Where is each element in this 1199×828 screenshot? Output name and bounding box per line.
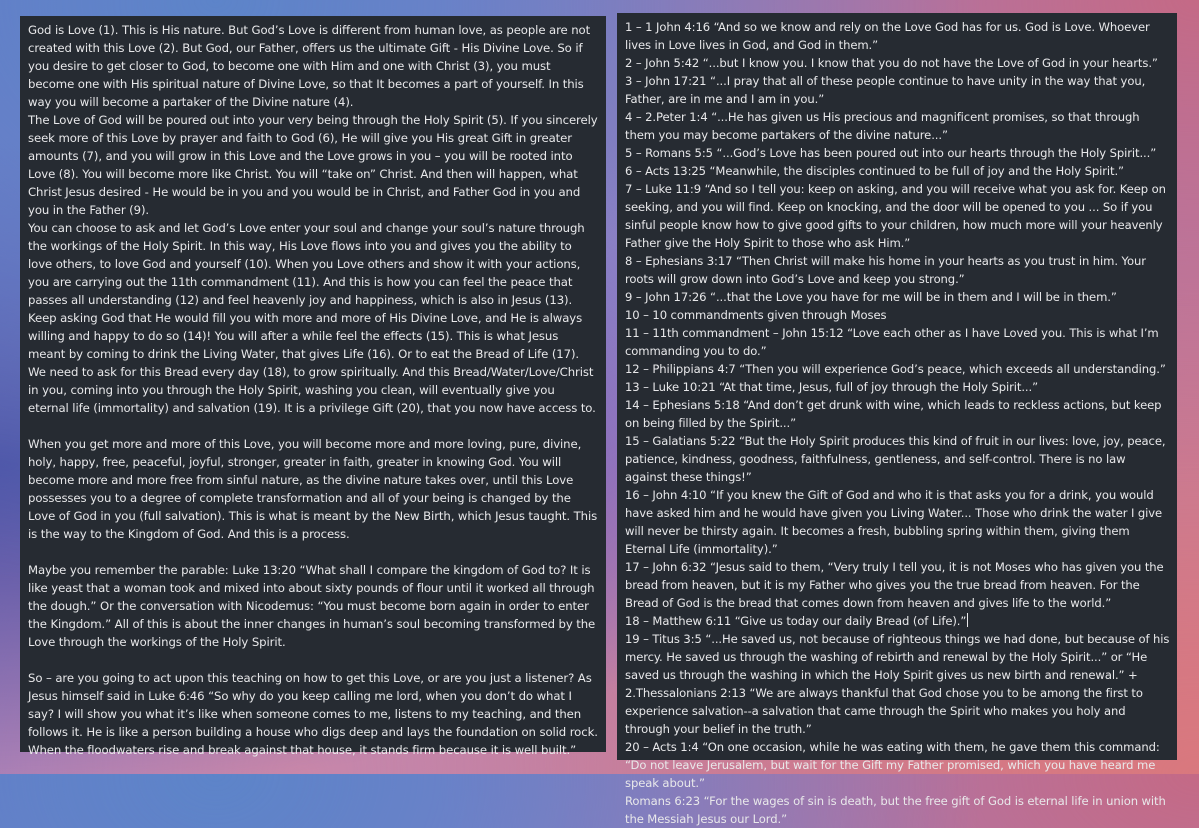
reference-17: 17 – John 6:32 “Jesus said to them, “Very truly I tell you, it is not Moses who has given you the bread from heaven, but it is my Father who gives you the true bread from heaven. For the Bread of God is the bread that comes down from heaven and gives life to the world.” — [625, 560, 1164, 610]
reference-4: 4 – 2.Peter 1:4 “...He has given us His precious and magnificent promises, so that through them you may become partakers of the divine nature...” — [625, 110, 1140, 142]
reference-14: 14 – Ephesians 5:18 “And don’t get drunk with wine, which leads to reckless actions, but keep on being filled by the Spirit...” — [625, 398, 1162, 430]
reference-6: 6 – Acts 13:25 “Meanwhile, the disciples continued to be full of joy and the Holy Spirit.” — [625, 164, 1124, 178]
reference-8: 8 – Ephesians 3:17 “Then Christ will make his home in your hearts as you trust in him. Your roots will grow down into God’s Love and keep you strong.” — [625, 254, 1146, 286]
paragraph-5: When you get more and more of this Love, you will become more and more loving, pure, divine, holy, happy, free, peaceful, joyful, stronger, greater in faith, greater in knowing God. You will become more and more free from sinful nature, as the divine nature takes over, until this Love possesses you to a degree of complete transformation and all of your being is changed by the Love of God in you (full salvation). This is what is meant by the New Birth, which Jesus taught. This is the way to the Kingdom of God. And this is a process. — [28, 437, 598, 541]
reference-20: 20 – Acts 1:4 “On one occasion, while he was eating with them, he gave them this command: “Do not leave Jerusalem, but wait for the Gift my Father promised, which you have heard me speak about.” — [625, 740, 1160, 790]
reference-3: 3 – John 17:21 “...I pray that all of these people continue to have unity in the way that you, Father, are in me and I am in you.” — [625, 74, 1146, 106]
paragraph-6: Maybe you remember the parable: Luke 13:20 “What shall I compare the kingdom of God to? It is like yeast that a woman took and mixed into about sixty pounds of flour until it worked all through the dough.” Or the conversation with Nicodemus: “You must become born again in order to enter the Kingdom.” All of this is about the inner changes in human’s soul becoming transformed by the Love through the workings of the Holy Spirit. — [28, 563, 596, 649]
reference-10: 10 – 10 commandments given through Moses — [625, 308, 887, 322]
reference-18-text: 18 – Matthew 6:11 “Give us today our daily Bread (of Life).” — [625, 614, 967, 628]
reference-11: 11 – 11th commandment – John 15:12 “Love each other as I have Loved you. This is what I’m commanding you to do.” — [625, 326, 1159, 358]
paragraph-4: Keep asking God that He would fill you with more and more of His Divine Love, and He is always willing and happy to do so (14)! You will after a while feel the effects (15). This is what Jesus meant by coming to drink the Living Water, that gives Life (16). Or to eat the Bread of Life (17). We need to ask for this Bread every day (18), to grow spiritually. And this Bread/Water/Love/Christ in you, coming into you through the Holy Spirit, washing you clean, will eventually give you eternal life (immortality) and salvation (19). It is a privilege Gift (20), that you now have access to. — [28, 311, 596, 415]
references-panel — [617, 13, 1177, 826]
reference-18[interactable] — [625, 612, 1171, 630]
paragraph-3: You can choose to ask and let God’s Love enter your soul and change your soul’s nature through the workings of the Holy Spirit. In this way, His Love flows into you and gives you the ability to love others, to love God and yourself (10). When you Love others and show it with your actions, you are carrying out the 11th commandment (11). And this is how you can feel the peace that passes all understanding (12) and feel heavenly joy and happiness, which is also in Jesus (13). — [28, 221, 585, 307]
reference-12: 12 – Philippians 4:7 “Then you will experience God’s peace, which exceeds all understanding.” — [625, 362, 1166, 376]
reference-7: 7 – Luke 11:9 “And so I tell you: keep on asking, and you will receive what you ask for. Keep on seeking, and you will find. Keep on knocking, and the door will be opened to you ... So if you sinful people know how to give good gifts to your children, how much more will your heavenly Father give the Holy Spirit to those who ask Him.” — [625, 182, 1166, 250]
reference-15: 15 – Galatians 5:22 “But the Holy Spirit produces this kind of fruit in our lives: love, joy, peace, patience, kindness, goodness, faithfulness, gentleness, and self-control. There is no law against these things!” — [625, 434, 1166, 484]
reference-2: 2 – John 5:42 “...but I know you. I know that you do not have the Love of God in your hearts.” — [625, 56, 1158, 70]
paragraph-2: The Love of God will be poured out into your very being through the Holy Spirit (5). If you sincerely seek more of this Love by prayer and faith to God (6), He will give you His great Gift in greater amounts (7), and you will grow in this Love and the Love grows in you – you will be rooted into Love (8). You will become more like Christ. You will “take on” Christ. And then will happen, what Christ Jesus desired - He would be in you and you would be in Christ, and Father God in you and you in the Father (9). — [28, 113, 598, 217]
reference-19: 19 – Titus 3:5 “...He saved us, not because of righteous things we had done, but because of his mercy. He saved us through the washing of rebirth and renewal by the Holy Spirit...” or “He saved us through the washing in which the Holy Spirit gives us new birth and renewal.” + 2.Thessalonians 2:13 “We are always thankful that God chose you to be among the first to experience salvation--a salvation that came through the Spirit who makes you holy and through your belief in the truth.” — [625, 632, 1170, 736]
main-text-panel — [20, 16, 606, 757]
reference-romans: Romans 6:23 “For the wages of sin is death, but the free gift of God is eternal life in union with the Messiah Jesus our Lord.” — [625, 794, 1166, 826]
reference-1: 1 – 1 John 4:16 “And so we know and rely on the Love God has for us. God is Love. Whoever lives in Love lives in God, and God in them.” — [625, 20, 1150, 52]
paragraph-7: So – are you going to act upon this teaching on how to get this Love, or are you just a listener? As Jesus himself said in Luke 6:46 “So why do you keep calling me lord, when you don’t do what I say? I will show you what it’s like when someone comes to me, listens to my teaching, and then follows it. He is like a person building a house who digs deep and lays the foundation on solid rock. When the floodwaters rise and break against that house, it stands firm because it is well built.” — [28, 671, 598, 757]
paragraph-1: God is Love (1). This is His nature. But God’s Love is different from human love, as people are not created with this Love (2). But God, our Father, offers us the ultimate Gift - His Divine Love. So if you desire to get closer to God, to become one with Him and one with Christ (3), you must become one with His spiritual nature of Divine Love, so that It becomes a part of yourself. In this way you will become a partaker of the Divine nature (4). — [28, 23, 591, 109]
text-cursor — [967, 613, 968, 627]
reference-5: 5 – Romans 5:5 “...God’s Love has been poured out into our hearts through the Holy Spirit...” — [625, 146, 1157, 160]
reference-16: 16 – John 4:10 “If you knew the Gift of God and who it is that asks you for a drink, you would have asked him and he would have given you Living Water... Those who drink the water I give will never be thirsty again. It becomes a fresh, bubbling spring within them, giving them Eternal Life (immortality).” — [625, 488, 1163, 556]
reference-9: 9 – John 17:26 “...that the Love you have for me will be in them and I will be in them.” — [625, 290, 1117, 304]
reference-13: 13 – Luke 10:21 “At that time, Jesus, full of joy through the Holy Spirit...” — [625, 380, 1038, 394]
